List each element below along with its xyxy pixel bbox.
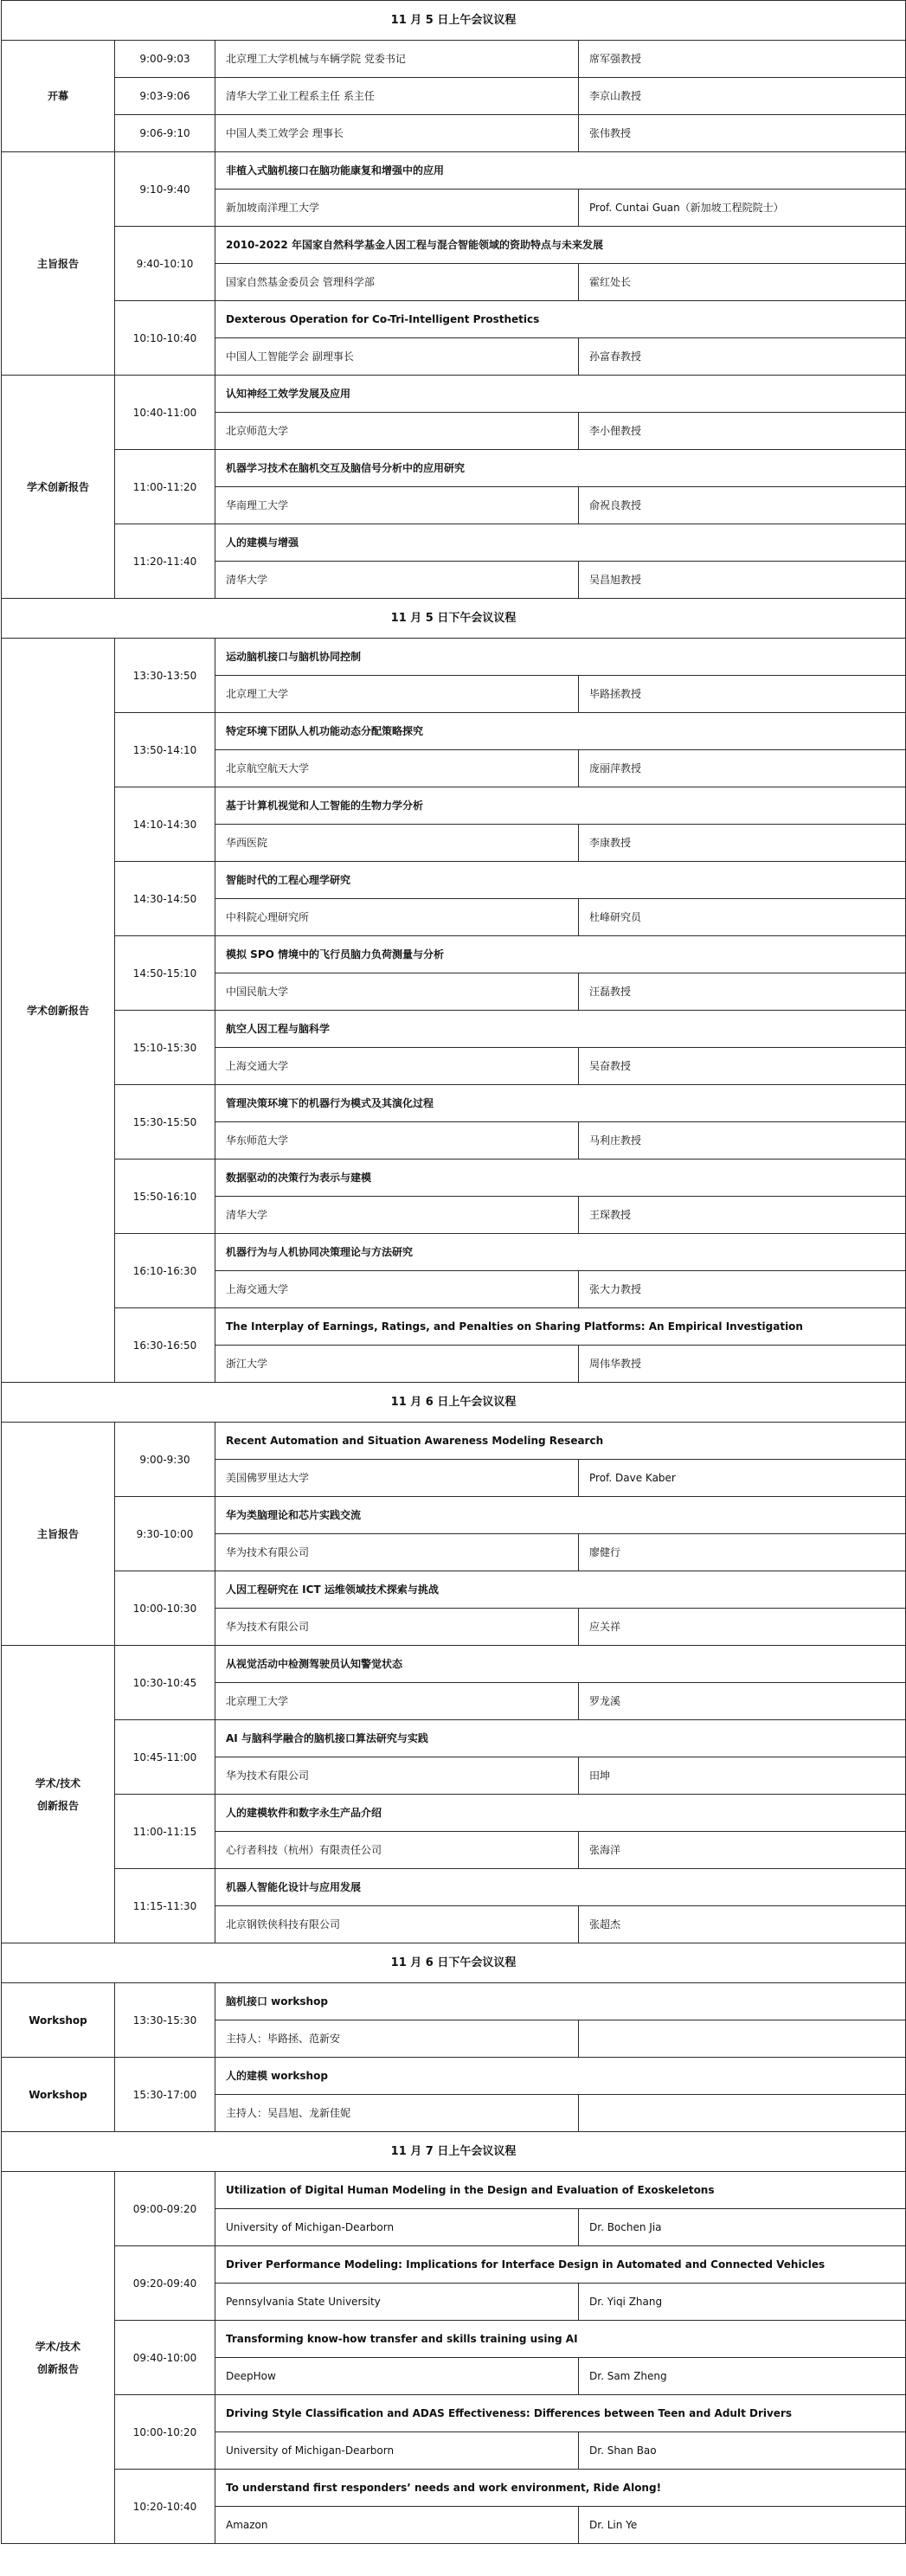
talk-title-row [2, 2395, 906, 2432]
session-name [2, 152, 115, 376]
speaker [579, 2020, 906, 2058]
talk-title: 模拟 SPO 情境中的飞行员脑力负荷测量与分析 [215, 936, 906, 973]
talk-title-row [2, 1085, 906, 1122]
talk-title-row [2, 936, 906, 973]
time-slot: 10:45-11:00 [115, 1720, 215, 1795]
talk-title-row [2, 2470, 906, 2507]
time-slot: 10:30-10:45 [115, 1646, 215, 1720]
session-name-line: 学术/技术 [35, 2340, 81, 2353]
organization: 中国人工智能学会 副理事长 [215, 338, 579, 376]
talk-title: 航空人因工程与脑科学 [215, 1011, 906, 1048]
speaker: 毕路拯教授 [579, 676, 906, 713]
talk-title-row [2, 376, 906, 413]
speaker: 罗龙溪 [579, 1683, 906, 1720]
talk-title: AI 与脑科学融合的脑机接口算法研究与实践 [215, 1720, 906, 1757]
time-slot: 11:15-11:30 [115, 1869, 215, 1943]
talk-title-row [2, 450, 906, 487]
talk-title: 人的建模软件和数字永生产品介绍 [215, 1795, 906, 1832]
time-slot: 15:50-16:10 [115, 1160, 215, 1234]
speaker [579, 2095, 906, 2132]
talk-title-row [2, 639, 906, 676]
time-slot: 9:00-9:03 [115, 41, 215, 78]
speaker: 张伟教授 [579, 115, 906, 152]
speaker: 吴昌旭教授 [579, 562, 906, 599]
talk-title: Recent Automation and Situation Awareness Modeling Research [215, 1423, 906, 1460]
talk-title-row [2, 1497, 906, 1534]
session-name-line: 主旨报告 [36, 1527, 79, 1540]
session-name-line: 创新报告 [36, 2362, 79, 2375]
organization: 华西医院 [215, 825, 579, 862]
time-slot: 10:00-10:30 [115, 1571, 215, 1646]
speaker: 张海洋 [579, 1832, 906, 1869]
speaker: 孙富春教授 [579, 338, 906, 376]
talk-title-row [2, 787, 906, 825]
talk-title-row [2, 1160, 906, 1197]
session-name [2, 376, 115, 599]
agenda-table [1, 0, 906, 2544]
speaker: 张超杰 [579, 1906, 906, 1943]
talk-title: 人的建模与增强 [215, 524, 906, 562]
session-name-line: 创新报告 [36, 1799, 79, 1812]
talk-title-row [2, 1720, 906, 1757]
session-name [2, 2172, 115, 2544]
time-slot: 9:03-9:06 [115, 78, 215, 115]
organization: 华为技术有限公司 [215, 1534, 579, 1571]
day-header: 11 月 6 日上午会议议程 [2, 1383, 906, 1423]
speaker: 俞祝良教授 [579, 487, 906, 524]
session-name [2, 639, 115, 1383]
organization: 清华大学 [215, 562, 579, 599]
talk-title: 从视觉活动中检测驾驶员认知警觉状态 [215, 1646, 906, 1683]
talk-title: 华为类脑理论和芯片实践交流 [215, 1497, 906, 1534]
time-slot: 11:00-11:20 [115, 450, 215, 524]
speaker: Dr. Yiqi Zhang [579, 2284, 906, 2321]
organization: 北京钢铁侠科技有限公司 [215, 1906, 579, 1943]
day-header: 11 月 5 日下午会议议程 [2, 599, 906, 639]
talk-title-row [2, 1234, 906, 1271]
time-slot: 9:10-9:40 [115, 152, 215, 227]
talk-title-row [2, 524, 906, 562]
session-name [2, 1646, 115, 1943]
talk-title-row [2, 862, 906, 899]
time-slot: 11:00-11:15 [115, 1795, 215, 1869]
talk-title-row [2, 2058, 906, 2095]
organization: 浙江大学 [215, 1346, 579, 1383]
organization: 华为技术有限公司 [215, 1757, 579, 1795]
talk-title-row [2, 1983, 906, 2020]
talk-title-row [2, 1646, 906, 1683]
talk-title: 管理决策环境下的机器行为模式及其演化过程 [215, 1085, 906, 1122]
talk-title-row [2, 1423, 906, 1460]
speaker: 马利庄教授 [579, 1122, 906, 1160]
time-slot: 9:30-10:00 [115, 1497, 215, 1571]
schedule-row [2, 115, 906, 152]
speaker: 吴奋教授 [579, 1048, 906, 1085]
talk-title: 脑机接口 workshop [215, 1983, 906, 2020]
talk-title-row [2, 2246, 906, 2284]
session-name-line: 学术/技术 [35, 1776, 81, 1789]
day-header-row [2, 1383, 906, 1423]
organization: 中科院心理研究所 [215, 899, 579, 936]
organization: 上海交通大学 [215, 1048, 579, 1085]
talk-title: 人因工程研究在 ICT 运维领域技术探索与挑战 [215, 1571, 906, 1609]
day-header: 11 月 7 日上午会议议程 [2, 2132, 906, 2172]
agenda-body [2, 1, 906, 2544]
organization: 主持人：吴昌旭、龙新佳妮 [215, 2095, 579, 2132]
talk-title: 机器人智能化设计与应用发展 [215, 1869, 906, 1906]
session-name [2, 41, 115, 152]
organization: 中国民航大学 [215, 973, 579, 1011]
organization: 北京师范大学 [215, 413, 579, 450]
session-name-line: 学术创新报告 [26, 1004, 89, 1017]
speaker: 廖健行 [579, 1534, 906, 1571]
organization: 新加坡南洋理工大学 [215, 190, 579, 227]
day-header: 11 月 6 日下午会议议程 [2, 1943, 906, 1983]
talk-title: 数据驱动的决策行为表示与建模 [215, 1160, 906, 1197]
organization: Pennsylvania State University [215, 2284, 579, 2321]
time-slot: 14:30-14:50 [115, 862, 215, 936]
time-slot: 13:50-14:10 [115, 713, 215, 787]
speaker: Prof. Cuntai Guan（新加坡工程院院士） [579, 190, 906, 227]
talk-title: Transforming know-how transfer and skills training using AI [215, 2321, 906, 2358]
talk-title-row [2, 1011, 906, 1048]
organization: 心行者科技（杭州）有限责任公司 [215, 1832, 579, 1869]
organization: 中国人类工效学会 理事长 [215, 115, 579, 152]
talk-title: 特定环境下团队人机功能动态分配策略探究 [215, 713, 906, 750]
time-slot: 10:10-10:40 [115, 301, 215, 376]
talk-title-row [2, 1795, 906, 1832]
session-name-gap [12, 2353, 104, 2363]
day-header-row [2, 1, 906, 41]
talk-title: Dexterous Operation for Co-Tri-Intelligent Prosthetics [215, 301, 906, 338]
time-slot: 9:06-9:10 [115, 115, 215, 152]
speaker: 杜峰研究员 [579, 899, 906, 936]
organization: 清华大学 [215, 1197, 579, 1234]
organization: 国家自然基金委员会 管理科学部 [215, 264, 579, 301]
talk-title: 智能时代的工程心理学研究 [215, 862, 906, 899]
speaker: 王琛教授 [579, 1197, 906, 1234]
talk-title: 认知神经工效学发展及应用 [215, 376, 906, 413]
organization: 华为技术有限公司 [215, 1609, 579, 1646]
speaker: 李康教授 [579, 825, 906, 862]
day-header-row [2, 1943, 906, 1983]
time-slot: 14:10-14:30 [115, 787, 215, 862]
talk-title: 运动脑机接口与脑机协同控制 [215, 639, 906, 676]
time-slot: 9:00-9:30 [115, 1423, 215, 1497]
time-slot: 09:20-09:40 [115, 2246, 215, 2321]
organization: 上海交通大学 [215, 1271, 579, 1308]
time-slot: 10:40-11:00 [115, 376, 215, 450]
talk-title-row [2, 152, 906, 190]
session-name-line: 开幕 [47, 90, 68, 102]
talk-title-row [2, 227, 906, 264]
speaker: Dr. Bochen Jia [579, 2209, 906, 2246]
talk-title: The Interplay of Earnings, Ratings, and Penalties on Sharing Platforms: An Empirical Investigation [215, 1308, 906, 1346]
time-slot: 15:10-15:30 [115, 1011, 215, 1085]
speaker: Prof. Dave Kaber [579, 1460, 906, 1497]
schedule-row [2, 78, 906, 115]
talk-title: Driving Style Classification and ADAS Effectiveness: Differences between Teen and Adult Drivers [215, 2395, 906, 2432]
talk-title-row [2, 2321, 906, 2358]
talk-title: Driver Performance Modeling: Implications for Interface Design in Automated and Connected Vehicles [215, 2246, 906, 2284]
speaker: 周伟华教授 [579, 1346, 906, 1383]
talk-title: 机器学习技术在脑机交互及脑信号分析中的应用研究 [215, 450, 906, 487]
organization: 北京理工大学机械与车辆学院 党委书记 [215, 41, 579, 78]
organization: University of Michigan-Dearborn [215, 2432, 579, 2470]
day-header: 11 月 5 日上午会议议程 [2, 1, 906, 41]
talk-title: Utilization of Digital Human Modeling in the Design and Evaluation of Exoskeletons [215, 2172, 906, 2209]
session-name-line: Workshop [29, 2014, 87, 2027]
time-slot: 09:00-09:20 [115, 2172, 215, 2246]
talk-title-row [2, 1308, 906, 1346]
time-slot: 16:10-16:30 [115, 1234, 215, 1308]
time-slot: 16:30-16:50 [115, 1308, 215, 1383]
speaker: 庞丽萍教授 [579, 750, 906, 787]
talk-title-row [2, 2172, 906, 2209]
time-slot: 15:30-15:50 [115, 1085, 215, 1160]
talk-title-row [2, 713, 906, 750]
time-slot: 11:20-11:40 [115, 524, 215, 599]
time-slot: 13:30-13:50 [115, 639, 215, 713]
organization: 北京理工大学 [215, 676, 579, 713]
talk-title: 2010-2022 年国家自然科学基金人因工程与混合智能领域的资助特点与未来发展 [215, 227, 906, 264]
session-name-line: 主旨报告 [36, 257, 79, 270]
talk-title: 非植入式脑机接口在脑功能康复和增强中的应用 [215, 152, 906, 190]
schedule-row [2, 41, 906, 78]
speaker: 李京山教授 [579, 78, 906, 115]
organization: 北京理工大学 [215, 1683, 579, 1720]
organization: University of Michigan-Dearborn [215, 2209, 579, 2246]
speaker: Dr. Lin Ye [579, 2507, 906, 2544]
talk-title-row [2, 1869, 906, 1906]
time-slot: 15:30-17:00 [115, 2058, 215, 2132]
speaker: Dr. Shan Bao [579, 2432, 906, 2470]
speaker: 田坤 [579, 1757, 906, 1795]
time-slot: 09:40-10:00 [115, 2321, 215, 2395]
organization: 北京航空航天大学 [215, 750, 579, 787]
talk-title-row [2, 301, 906, 338]
talk-title: 基于计算机视觉和人工智能的生物力学分析 [215, 787, 906, 825]
session-name-line: Workshop [29, 2088, 87, 2101]
time-slot: 14:50-15:10 [115, 936, 215, 1011]
time-slot: 10:00-10:20 [115, 2395, 215, 2470]
organization: 美国佛罗里达大学 [215, 1460, 579, 1497]
speaker: 汪磊教授 [579, 973, 906, 1011]
day-header-row [2, 599, 906, 639]
organization: 主持人：毕路拯、范新安 [215, 2020, 579, 2058]
speaker: 应关祥 [579, 1609, 906, 1646]
organization: 华南理工大学 [215, 487, 579, 524]
speaker: 席军强教授 [579, 41, 906, 78]
talk-title: 人的建模 workshop [215, 2058, 906, 2095]
speaker: Dr. Sam Zheng [579, 2358, 906, 2395]
time-slot: 10:20-10:40 [115, 2470, 215, 2544]
session-name [2, 1983, 115, 2058]
session-name [2, 2058, 115, 2132]
talk-title: To understand first responders’ needs and work environment, Ride Along! [215, 2470, 906, 2507]
speaker: 李小俚教授 [579, 413, 906, 450]
time-slot: 9:40-10:10 [115, 227, 215, 301]
organization: 清华大学工业工程系主任 系主任 [215, 78, 579, 115]
organization: 华东师范大学 [215, 1122, 579, 1160]
organization: DeepHow [215, 2358, 579, 2395]
speaker: 张大力教授 [579, 1271, 906, 1308]
speaker: 霍红处长 [579, 264, 906, 301]
talk-title: 机器行为与人机协同决策理论与方法研究 [215, 1234, 906, 1271]
session-name-gap [12, 1789, 104, 1800]
session-name [2, 1423, 115, 1646]
time-slot: 13:30-15:30 [115, 1983, 215, 2058]
talk-title-row [2, 1571, 906, 1609]
session-name-line: 学术创新报告 [26, 480, 89, 493]
day-header-row [2, 2132, 906, 2172]
organization: Amazon [215, 2507, 579, 2544]
